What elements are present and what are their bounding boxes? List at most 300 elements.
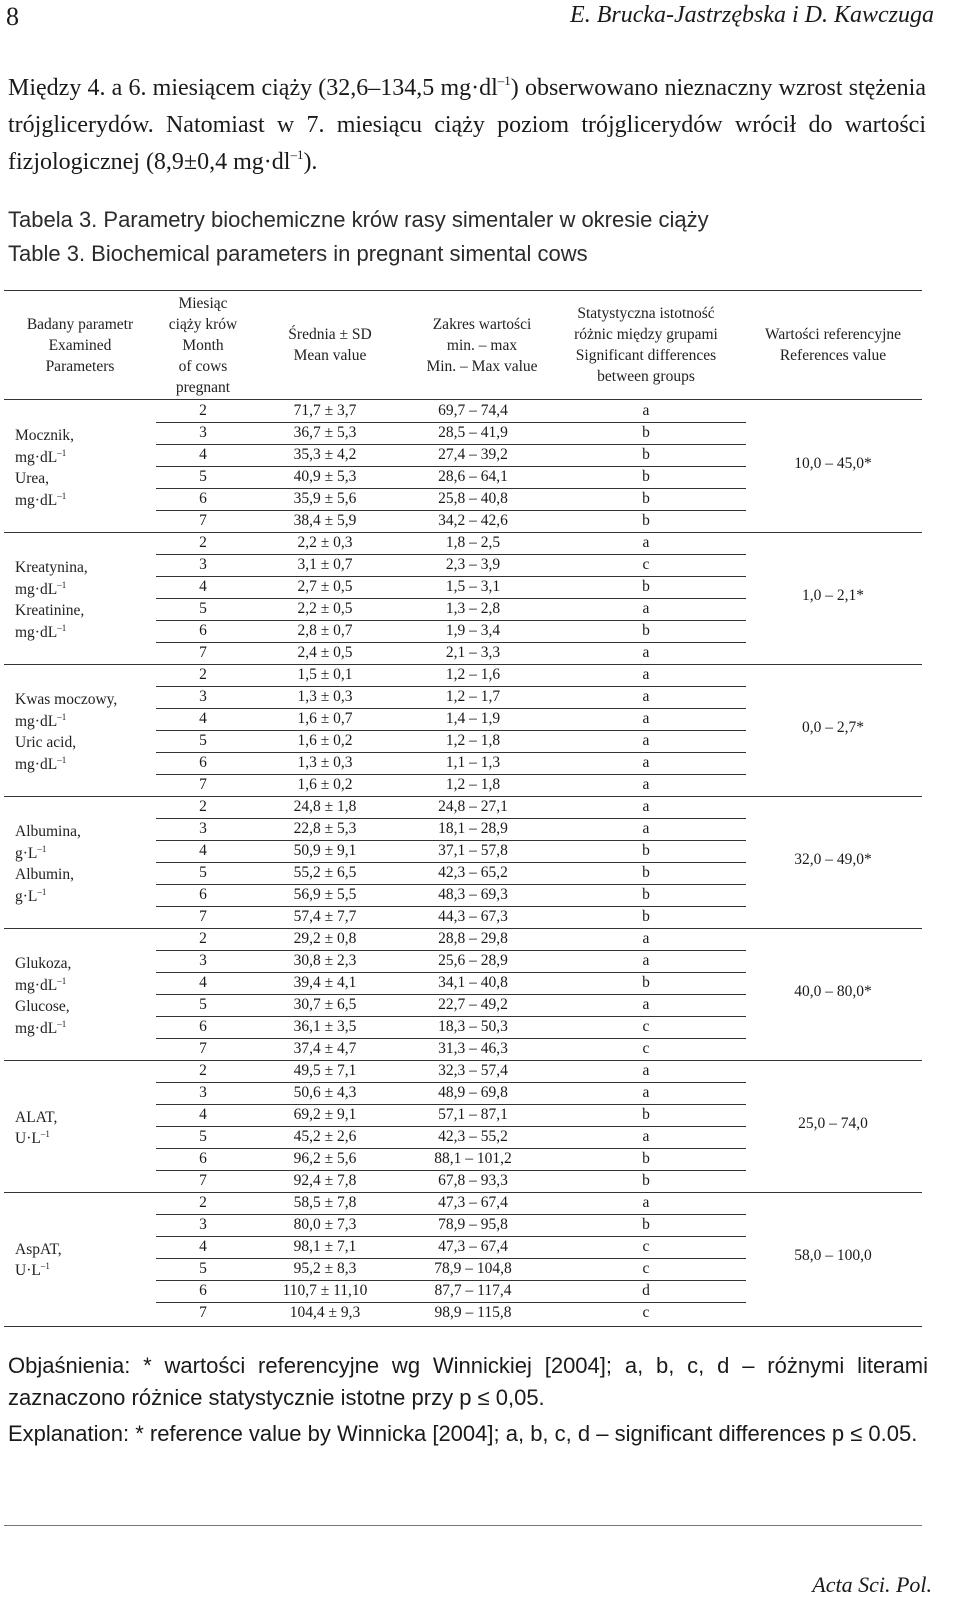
month-cell: 4 xyxy=(199,710,207,727)
range-cell: 18,1 – 28,9 xyxy=(438,820,508,837)
parameter-line xyxy=(15,975,71,997)
header-line: Zakres wartości xyxy=(432,316,532,333)
mean-cell: 1,3 ± 0,3 xyxy=(297,688,353,705)
parameter-text: mg·dL xyxy=(15,712,58,730)
mean-cell: 38,4 ± 5,9 xyxy=(293,512,357,529)
month-cell: 2 xyxy=(199,402,207,419)
reference-value: 25,0 – 74,0 xyxy=(798,1115,868,1132)
header-line: min. – max xyxy=(446,337,518,354)
range-cell: 1,8 – 2,5 xyxy=(445,534,501,551)
header-line: Parameters xyxy=(45,358,115,375)
body-paragraph xyxy=(8,70,926,181)
mean-cell: 1,3 ± 0,3 xyxy=(297,754,353,771)
header-mean xyxy=(250,324,410,366)
unit-exponent: –1 xyxy=(40,1261,50,1271)
parameter-label xyxy=(15,557,88,643)
table-row xyxy=(0,774,960,796)
unit-exponent: –1 xyxy=(57,579,67,590)
parameter-text: Urea, xyxy=(15,470,49,487)
significance-cell: a xyxy=(642,952,650,969)
month-cell: 7 xyxy=(199,644,207,661)
range-cell: 2,1 – 3,3 xyxy=(445,644,501,661)
parameter-line xyxy=(15,843,81,865)
significance-cell: a xyxy=(642,1128,650,1145)
month-cell: 2 xyxy=(199,798,207,815)
significance-cell: b xyxy=(642,512,650,529)
significance-cell: b xyxy=(642,1172,650,1189)
month-cell: 7 xyxy=(199,512,207,529)
significance-cell: a xyxy=(642,754,650,771)
significance-cell: a xyxy=(642,798,650,815)
mean-cell: 50,6 ± 4,3 xyxy=(293,1084,357,1101)
table-row xyxy=(0,1038,960,1060)
header-line: Miesiąc xyxy=(178,295,228,312)
month-cell: 4 xyxy=(199,1238,207,1255)
significance-cell: b xyxy=(642,842,650,859)
range-cell: 37,1 – 57,8 xyxy=(438,842,508,859)
month-cell: 6 xyxy=(199,754,207,771)
significance-cell: a xyxy=(642,1084,650,1101)
header-param xyxy=(6,314,154,377)
table-row xyxy=(0,1060,960,1082)
footer-rule xyxy=(4,1525,922,1526)
running-head: E. Brucka-Jastrzębska i D. Kawczuga xyxy=(570,2,934,28)
month-cell: 6 xyxy=(199,622,207,639)
header-range xyxy=(400,314,564,377)
header-reference xyxy=(752,324,914,366)
parameter-text: mg·dL xyxy=(15,623,58,641)
month-cell: 3 xyxy=(199,424,207,441)
month-cell: 7 xyxy=(199,776,207,793)
table-row xyxy=(0,642,960,664)
significance-cell: d xyxy=(642,1282,650,1299)
range-cell: 2,3 – 3,9 xyxy=(445,556,501,573)
table-caption-pl: Tabela 3. Parametry biochemiczne krów rasy simentaler w okresie ciąży xyxy=(8,207,709,232)
table-row xyxy=(0,1170,960,1192)
range-cell: 28,5 – 41,9 xyxy=(438,424,508,441)
parameter-line xyxy=(15,579,88,601)
table-row xyxy=(0,818,960,840)
significance-cell: b xyxy=(642,1216,650,1233)
mean-cell: 95,2 ± 8,3 xyxy=(293,1260,357,1277)
parameter-text: Albumin, xyxy=(15,866,74,883)
range-cell: 28,6 – 64,1 xyxy=(438,468,508,485)
reference-value: 10,0 – 45,0* xyxy=(794,455,872,472)
header-line: Wartości referencyjne xyxy=(764,326,902,343)
range-cell: 1,3 – 2,8 xyxy=(445,600,501,617)
table-row xyxy=(0,950,960,972)
table-row xyxy=(0,400,960,422)
parameter-line xyxy=(15,754,117,776)
parameter-line xyxy=(15,425,74,447)
mean-cell: 37,4 ± 4,7 xyxy=(293,1040,357,1057)
parameter-line xyxy=(15,732,117,754)
range-cell: 98,9 – 115,8 xyxy=(434,1304,512,1321)
significance-cell: c xyxy=(642,1018,650,1035)
parameter-line xyxy=(15,886,81,908)
range-cell: 22,7 – 49,2 xyxy=(438,996,508,1013)
page-number: 8 xyxy=(6,2,19,31)
mean-cell: 1,6 ± 0,2 xyxy=(297,732,353,749)
parameter-line xyxy=(15,953,71,975)
header-significance xyxy=(546,303,746,387)
mean-cell: 29,2 ± 0,8 xyxy=(293,930,357,947)
mean-cell: 30,7 ± 6,5 xyxy=(293,996,357,1013)
significance-cell: c xyxy=(642,1040,650,1057)
mean-cell: 80,0 ± 7,3 xyxy=(293,1216,357,1233)
month-cell: 7 xyxy=(199,1040,207,1057)
range-cell: 1,1 – 1,3 xyxy=(445,754,501,771)
table-row xyxy=(0,1082,960,1104)
mean-cell: 2,2 ± 0,5 xyxy=(297,600,353,617)
mean-cell: 35,3 ± 4,2 xyxy=(293,446,357,463)
range-cell: 1,5 – 3,1 xyxy=(445,578,501,595)
mean-cell: 36,1 ± 3,5 xyxy=(293,1018,357,1035)
range-cell: 34,2 – 42,6 xyxy=(438,512,508,529)
month-cell: 4 xyxy=(199,446,207,463)
header-line: Statystyczna istotność xyxy=(577,305,715,322)
unit-exponent: –1 xyxy=(57,490,67,501)
header-line: Średnia ± SD xyxy=(288,326,372,343)
significance-cell: c xyxy=(642,1304,650,1321)
month-cell: 4 xyxy=(199,974,207,991)
mean-cell: 2,4 ± 0,5 xyxy=(297,644,353,661)
mean-cell: 96,2 ± 5,6 xyxy=(293,1150,357,1167)
parameter-line xyxy=(15,468,74,490)
range-cell: 32,3 – 57,4 xyxy=(438,1062,508,1079)
parameter-text: Glukoza, xyxy=(15,955,72,972)
mean-cell: 24,8 ± 1,8 xyxy=(293,798,357,815)
parameter-text: mg·dL xyxy=(15,755,58,773)
month-cell: 7 xyxy=(199,908,207,925)
table-row xyxy=(0,620,960,642)
parameter-text: Kwas moczowy, xyxy=(15,691,118,708)
reference-value: 40,0 – 80,0* xyxy=(794,983,872,1000)
mean-cell: 50,9 ± 9,1 xyxy=(293,842,357,859)
range-cell: 1,4 – 1,9 xyxy=(445,710,501,727)
parameter-text: g·L xyxy=(15,844,38,862)
parameter-label xyxy=(15,689,117,775)
month-cell: 3 xyxy=(199,688,207,705)
month-cell: 3 xyxy=(199,556,207,573)
month-cell: 3 xyxy=(199,820,207,837)
parameter-line xyxy=(15,1128,57,1150)
range-cell: 18,3 – 50,3 xyxy=(438,1018,508,1035)
month-cell: 7 xyxy=(199,1304,207,1321)
unit-exponent: –1 xyxy=(57,975,67,986)
table-row xyxy=(0,532,960,554)
header-line: Examined xyxy=(48,337,112,354)
footnote-pl: Objaśnienia: * wartości referencyjne wg Winnickiej [2004]; a, b, c, d – różnymi literami zaznaczono różnice statystycznie istotne przy p ≤ 0,05. xyxy=(8,1353,928,1410)
unit-exponent: –1 xyxy=(37,886,47,897)
header-line: Mean value xyxy=(293,347,367,364)
range-cell: 25,6 – 28,9 xyxy=(438,952,508,969)
parameter-line xyxy=(15,1239,62,1261)
table-row xyxy=(0,928,960,950)
range-cell: 42,3 – 55,2 xyxy=(438,1128,508,1145)
parameter-text: g·L xyxy=(15,887,38,905)
table-row xyxy=(0,752,960,774)
range-cell: 48,3 – 69,3 xyxy=(438,886,508,903)
parameter-text: U·L xyxy=(15,1130,41,1147)
significance-cell: b xyxy=(642,490,650,507)
header-line: różnic między grupami xyxy=(574,326,718,343)
range-cell: 78,9 – 95,8 xyxy=(438,1216,508,1233)
range-cell: 78,9 – 104,8 xyxy=(434,1260,512,1277)
month-cell: 3 xyxy=(199,952,207,969)
month-cell: 2 xyxy=(199,666,207,683)
parameter-line xyxy=(15,600,88,622)
mean-cell: 49,5 ± 7,1 xyxy=(293,1062,357,1079)
range-cell: 1,2 – 1,6 xyxy=(445,666,501,683)
month-cell: 5 xyxy=(199,1128,207,1145)
mean-cell: 55,2 ± 6,5 xyxy=(293,864,357,881)
significance-cell: c xyxy=(642,1260,650,1277)
significance-cell: b xyxy=(642,468,650,485)
month-cell: 5 xyxy=(199,732,207,749)
significance-cell: a xyxy=(642,644,650,661)
superscript: –1 xyxy=(290,147,304,162)
range-cell: 31,3 – 46,3 xyxy=(438,1040,508,1057)
parameter-text: mg·dL xyxy=(15,1019,58,1037)
parameter-text: ALAT, xyxy=(15,1108,58,1126)
reference-value: 58,0 – 100,0 xyxy=(794,1247,872,1264)
range-cell: 47,3 – 67,4 xyxy=(438,1194,508,1211)
significance-cell: b xyxy=(642,578,650,595)
mean-cell: 30,8 ± 2,3 xyxy=(293,952,357,969)
parameter-label xyxy=(15,425,74,511)
journal-name: Acta Sci. Pol. xyxy=(812,1572,932,1597)
unit-exponent: –1 xyxy=(37,843,47,854)
range-cell: 44,3 – 67,3 xyxy=(438,908,508,925)
table-row xyxy=(0,1302,960,1324)
table-row xyxy=(0,1148,960,1170)
body-text-part: ). xyxy=(303,149,318,175)
significance-cell: c xyxy=(642,1238,650,1255)
month-cell: 4 xyxy=(199,578,207,595)
body-text-part: Między 4. a 6. miesiącem ciąży (32,6–134,5 mg·dl xyxy=(8,75,498,101)
parameter-text: Mocznik, xyxy=(15,427,74,444)
mean-cell: 1,6 ± 0,7 xyxy=(297,710,353,727)
body-text-part: ) obserwowano nieznaczny wzrost stężenia trójglicerydów. Natomiast w 7. miesiącu ciąży poziom trójglicerydów wrócił do wartości fizjologicznej (8,9±0,4 mg·dl xyxy=(8,75,927,175)
header-line: of cows xyxy=(178,358,228,375)
significance-cell: b xyxy=(642,974,650,991)
month-cell: 5 xyxy=(199,468,207,485)
significance-cell: a xyxy=(642,710,650,727)
table-row xyxy=(0,1280,960,1302)
significance-cell: a xyxy=(642,688,650,705)
significance-cell: a xyxy=(642,666,650,683)
month-cell: 5 xyxy=(199,1260,207,1277)
month-cell: 3 xyxy=(199,1216,207,1233)
header-month xyxy=(156,293,250,398)
parameter-text: mg·dL xyxy=(15,491,58,509)
table-row xyxy=(0,884,960,906)
mean-cell: 56,9 ± 5,5 xyxy=(293,886,357,903)
parameter-line xyxy=(15,447,74,469)
unit-exponent: –1 xyxy=(57,1018,67,1029)
mean-cell: 40,9 ± 5,3 xyxy=(293,468,357,485)
table-row xyxy=(0,796,960,818)
month-cell: 6 xyxy=(199,1150,207,1167)
parameter-text: Uric acid, xyxy=(15,734,77,751)
table-bottom-rule xyxy=(4,1326,922,1327)
range-cell: 47,3 – 67,4 xyxy=(438,1238,508,1255)
range-cell: 25,8 – 40,8 xyxy=(438,490,508,507)
mean-cell: 22,8 ± 5,3 xyxy=(293,820,357,837)
month-cell: 2 xyxy=(199,930,207,947)
mean-cell: 92,4 ± 7,8 xyxy=(293,1172,357,1189)
parameter-text: Albumina, xyxy=(15,823,81,840)
parameter-line xyxy=(15,1107,57,1129)
parameter-line xyxy=(15,821,81,843)
significance-cell: a xyxy=(642,732,650,749)
table-row xyxy=(0,1214,960,1236)
parameter-label xyxy=(15,953,71,1039)
reference-value: 32,0 – 49,0* xyxy=(794,851,872,868)
mean-cell: 2,8 ± 0,7 xyxy=(297,622,353,639)
parameter-line xyxy=(15,1260,62,1282)
significance-cell: b xyxy=(642,424,650,441)
unit-exponent: –1 xyxy=(57,447,67,458)
parameter-text: mg·dL xyxy=(15,976,58,994)
parameter-line xyxy=(15,689,117,711)
header-line: Significant differences xyxy=(575,347,717,364)
mean-cell: 2,2 ± 0,3 xyxy=(297,534,353,551)
parameter-text: U·L xyxy=(15,1262,41,1279)
mean-cell: 71,7 ± 3,7 xyxy=(293,402,357,419)
month-cell: 5 xyxy=(199,600,207,617)
parameter-line xyxy=(15,622,88,644)
significance-cell: a xyxy=(642,1194,650,1211)
month-cell: 4 xyxy=(199,1106,207,1123)
range-cell: 34,1 – 40,8 xyxy=(438,974,508,991)
parameter-line xyxy=(15,996,71,1018)
significance-cell: b xyxy=(642,446,650,463)
reference-value: 0,0 – 2,7* xyxy=(802,719,864,736)
range-cell: 28,8 – 29,8 xyxy=(438,930,508,947)
table-top-rule xyxy=(4,290,922,291)
significance-cell: b xyxy=(642,1106,650,1123)
range-cell: 69,7 – 74,4 xyxy=(438,402,508,419)
month-cell: 5 xyxy=(199,996,207,1013)
significance-cell: a xyxy=(642,534,650,551)
parameter-label xyxy=(15,1239,62,1282)
header-line: ciąży krów xyxy=(168,316,238,333)
header-line: Month xyxy=(182,337,224,354)
month-cell: 5 xyxy=(199,864,207,881)
table-caption-en: Table 3. Biochemical parameters in pregnant simental cows xyxy=(8,241,588,266)
mean-cell: 36,7 ± 5,3 xyxy=(293,424,357,441)
significance-cell: c xyxy=(642,556,650,573)
significance-cell: b xyxy=(642,908,650,925)
parameter-text: mg·dL xyxy=(15,580,58,598)
parameter-text: AspAT, xyxy=(15,1240,62,1258)
mean-cell: 39,4 ± 4,1 xyxy=(293,974,357,991)
parameter-text: Kreatinine, xyxy=(15,602,85,619)
month-cell: 6 xyxy=(199,886,207,903)
unit-exponent: –1 xyxy=(40,1129,50,1139)
mean-cell: 3,1 ± 0,7 xyxy=(297,556,353,573)
range-cell: 1,2 – 1,8 xyxy=(445,732,501,749)
mean-cell: 58,5 ± 7,8 xyxy=(293,1194,357,1211)
table-row xyxy=(0,686,960,708)
parameter-line xyxy=(15,490,74,512)
parameter-text: mg·dL xyxy=(15,448,58,466)
parameter-line xyxy=(15,711,117,733)
table-row xyxy=(0,1192,960,1214)
significance-cell: b xyxy=(642,1150,650,1167)
header-line: pregnant xyxy=(175,379,231,396)
mean-cell: 57,4 ± 7,7 xyxy=(293,908,357,925)
month-cell: 3 xyxy=(199,1084,207,1101)
mean-cell: 104,4 ± 9,3 xyxy=(289,1304,361,1321)
significance-cell: b xyxy=(642,864,650,881)
parameter-label xyxy=(15,821,81,907)
mean-cell: 45,2 ± 2,6 xyxy=(293,1128,357,1145)
month-cell: 2 xyxy=(199,534,207,551)
month-cell: 2 xyxy=(199,1194,207,1211)
mean-cell: 69,2 ± 9,1 xyxy=(293,1106,357,1123)
range-cell: 1,9 – 3,4 xyxy=(445,622,501,639)
range-cell: 1,2 – 1,8 xyxy=(445,776,501,793)
parameter-line xyxy=(15,1018,71,1040)
parameter-text: Glucose, xyxy=(15,998,70,1015)
mean-cell: 2,7 ± 0,5 xyxy=(297,578,353,595)
table-row xyxy=(0,554,960,576)
header-line: Min. – Max value xyxy=(426,358,538,375)
parameter-line xyxy=(15,864,81,886)
range-cell: 48,9 – 69,8 xyxy=(438,1084,508,1101)
range-cell: 24,8 – 27,1 xyxy=(438,798,508,815)
significance-cell: b xyxy=(642,886,650,903)
range-cell: 1,2 – 1,7 xyxy=(445,688,501,705)
header-line: between groups xyxy=(597,368,695,385)
superscript: –1 xyxy=(497,73,511,88)
significance-cell: b xyxy=(642,622,650,639)
range-cell: 67,8 – 93,3 xyxy=(438,1172,508,1189)
range-cell: 87,7 – 117,4 xyxy=(434,1282,512,1299)
parameter-text: Kreatynina, xyxy=(15,559,88,576)
header-line: Badany parametr xyxy=(26,316,134,333)
month-cell: 6 xyxy=(199,1018,207,1035)
unit-exponent: –1 xyxy=(57,754,67,765)
table-row xyxy=(0,510,960,532)
mean-cell: 1,6 ± 0,2 xyxy=(297,776,353,793)
significance-cell: a xyxy=(642,1062,650,1079)
mean-cell: 110,7 ± 11,10 xyxy=(282,1282,368,1299)
range-cell: 88,1 – 101,2 xyxy=(434,1150,512,1167)
significance-cell: a xyxy=(642,776,650,793)
table-row xyxy=(0,906,960,928)
range-cell: 57,1 – 87,1 xyxy=(438,1106,508,1123)
table-row xyxy=(0,1016,960,1038)
table-row xyxy=(0,488,960,510)
range-cell: 27,4 – 39,2 xyxy=(438,446,508,463)
unit-exponent: –1 xyxy=(57,622,67,633)
parameter-label xyxy=(15,1107,57,1150)
month-cell: 6 xyxy=(199,490,207,507)
significance-cell: a xyxy=(642,402,650,419)
table-row xyxy=(0,422,960,444)
significance-cell: a xyxy=(642,930,650,947)
footnote-en: Explanation: * reference value by Winnicka [2004]; a, b, c, d – significant differences p ≤ 0.05. xyxy=(8,1421,918,1446)
significance-cell: a xyxy=(642,600,650,617)
header-line: References value xyxy=(779,347,887,364)
month-cell: 2 xyxy=(199,1062,207,1079)
mean-cell: 35,9 ± 5,6 xyxy=(293,490,357,507)
month-cell: 7 xyxy=(199,1172,207,1189)
